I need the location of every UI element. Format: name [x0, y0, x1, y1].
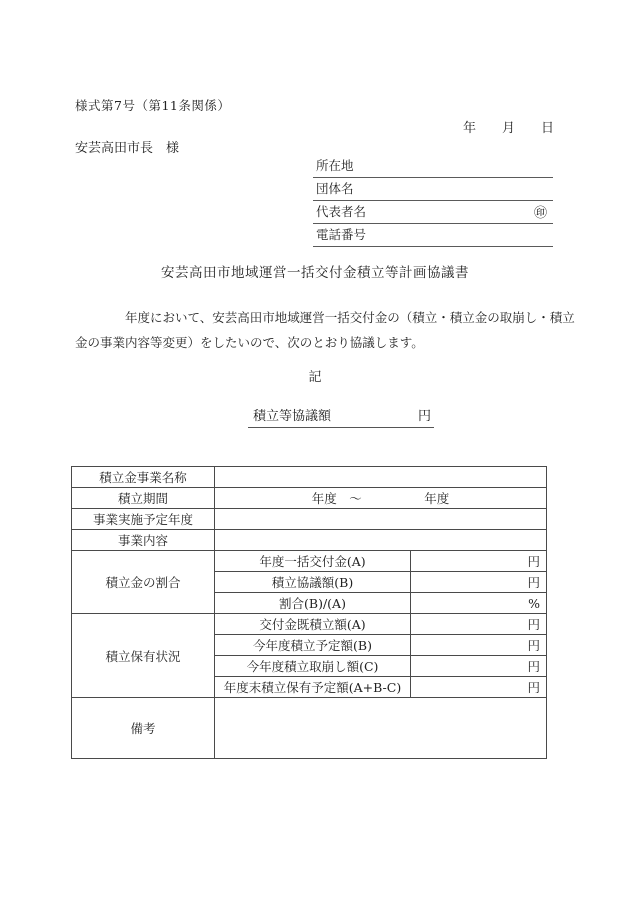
grant-a-unit: 円 [527, 554, 540, 569]
year-end-reserve-unit: 円 [527, 680, 540, 695]
existing-reserve-label: 交付金既積立額(A) [215, 614, 411, 635]
table-row-reserve-period [72, 488, 547, 509]
withdrawal-input-cell[interactable] [411, 656, 547, 677]
seal-mark-icon: ㊞ [533, 206, 547, 221]
phone-field[interactable] [313, 224, 553, 247]
reserve-period-label: 積立期間 [72, 488, 215, 509]
ratio-unit: % [528, 595, 540, 611]
organization-field[interactable] [313, 178, 553, 201]
address-field-label: 所在地 [316, 158, 354, 173]
existing-reserve-unit: 円 [527, 617, 540, 632]
table-row-planned-year [72, 509, 547, 530]
planned-year-label: 事業実施予定年度 [72, 509, 215, 530]
representative-field[interactable] [313, 201, 553, 224]
body-line-2: 金の事業内容等変更）をしたいので、次のとおり協議します。 [75, 335, 424, 350]
agreed-amount-label: 積立等協議額 [253, 409, 332, 424]
body-line-1: 年度において、安芸高田市地域運営一括交付金の（積立・積立金の取崩し・積立 [75, 310, 575, 325]
organization-field-label: 団体名 [316, 181, 354, 196]
applicant-fields [313, 155, 553, 247]
table-row-project-name [72, 467, 547, 488]
body-paragraph [75, 305, 575, 355]
agreed-amount-unit: 円 [417, 409, 431, 424]
addressee: 安芸高田市長 様 [75, 141, 180, 156]
reserve-period-input-cell[interactable]: 年度 ～ 年度 [215, 488, 547, 509]
project-name-label: 積立金事業名称 [72, 467, 215, 488]
remarks-input-cell[interactable] [215, 698, 547, 759]
reserve-holding-group-label: 積立保有状況 [72, 614, 215, 698]
project-detail-input-cell[interactable] [215, 530, 547, 551]
year-end-reserve-label: 年度末積立保有予定額(A+B-C) [215, 677, 411, 698]
address-field[interactable] [313, 155, 553, 178]
year-end-reserve-input-cell[interactable] [411, 677, 547, 698]
agreed-amount-field[interactable] [248, 407, 434, 428]
planned-reserve-input-cell[interactable] [411, 635, 547, 656]
phone-field-label: 電話番号 [316, 227, 367, 242]
grant-a-label: 年度一括交付金(A) [215, 551, 411, 572]
agreed-b-unit: 円 [527, 575, 540, 590]
table-row-grant-a [72, 551, 547, 572]
date-line: 年 月 日 [462, 121, 554, 136]
withdrawal-unit: 円 [527, 659, 540, 674]
document-title: 安芸高田市地域運営一括交付金積立等計画協議書 [161, 265, 469, 281]
remarks-label: 備考 [72, 698, 215, 759]
representative-field-label: 代表者名 [316, 204, 367, 219]
planned-year-input-cell[interactable] [215, 509, 547, 530]
project-name-input-cell[interactable] [215, 467, 547, 488]
planned-reserve-unit: 円 [527, 638, 540, 653]
form-number: 様式第7号（第11条関係） [75, 98, 231, 113]
table-row-remarks [72, 698, 547, 759]
ratio-label: 割合(B)/(A) [215, 593, 411, 614]
existing-reserve-input-cell[interactable] [411, 614, 547, 635]
grant-a-input-cell[interactable] [411, 551, 547, 572]
reserve-ratio-group-label: 積立金の割合 [72, 551, 215, 614]
table-row-project-detail [72, 530, 547, 551]
planned-reserve-label: 今年度積立予定額(B) [215, 635, 411, 656]
ratio-input-cell[interactable] [411, 593, 547, 614]
project-detail-label: 事業内容 [72, 530, 215, 551]
agreed-b-input-cell[interactable] [411, 572, 547, 593]
plan-table [71, 466, 547, 759]
table-row-existing-reserve [72, 614, 547, 635]
section-marker: 記 [308, 370, 322, 385]
agreed-b-label: 積立協議額(B) [215, 572, 411, 593]
withdrawal-label: 今年度積立取崩し額(C) [215, 656, 411, 677]
